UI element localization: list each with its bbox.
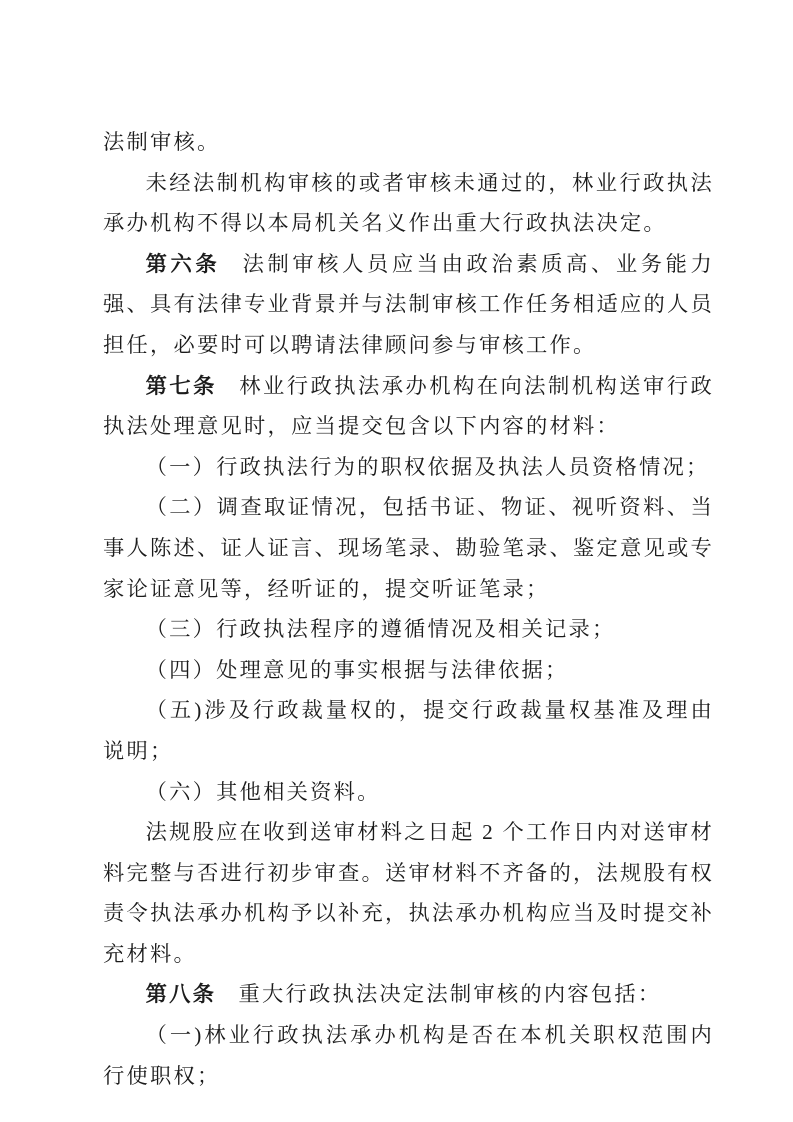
article-number: 第六条 [145, 251, 221, 276]
paragraph-text: 重大行政执法决定法制审核的内容包括： [238, 982, 662, 1007]
paragraph-text: 法制审核人员应当由政治素质高、业务能力强、具有法律专业背景并与法制审核工作任务相适应的人员担任，必要时可以聘请法律顾问参与审核工作。 [103, 251, 714, 357]
paragraph-text: 法制审核。 [103, 130, 221, 154]
paragraph-continuation [103, 122, 714, 163]
paragraph-item-1 [103, 447, 714, 488]
paragraph-article-7 [103, 366, 714, 447]
article-number: 第八条 [145, 982, 217, 1007]
paragraph-article-6 [103, 244, 714, 366]
document-body [103, 122, 714, 1096]
paragraph [103, 163, 714, 244]
paragraph [103, 812, 714, 974]
paragraph-item-2 [103, 487, 714, 609]
paragraph-text: （四）处理意见的事实根据与法律依据； [145, 657, 569, 682]
paragraph-text: 林业行政执法承办机构在向法制机构送审行政执法处理意见时，应当提交包含以下内容的材料： [103, 373, 714, 439]
paragraph-item-3 [103, 609, 714, 650]
paragraph-text: （五)涉及行政裁量权的，提交行政裁量权基准及理由说明； [103, 698, 714, 763]
paragraph-item-6 [103, 772, 714, 813]
paragraph-item-5 [103, 690, 714, 771]
paragraph-item-1-article-8 [103, 1015, 714, 1096]
paragraph-text: 未经法制机构审核的或者审核未通过的，林业行政执法承办机构不得以本局机关名义作出重大行政执法决定。 [103, 170, 714, 236]
paragraph-text: （三）行政执法程序的遵循情况及相关记录； [145, 617, 616, 642]
paragraph-text: （一）行政执法行为的职权依据及执法人员资格情况； [145, 454, 710, 479]
paragraph-text: （二）调查取证情况，包括书证、物证、视听资料、当事人陈述、证人证言、现场笔录、勘验笔录、鉴定意见或专家论证意见等，经听证的，提交听证笔录； [103, 495, 714, 601]
paragraph-text: 法规股应在收到送审材料之日起 2 个工作日内对送审材料完整与否进行初步审查。送审材料不齐备的，法规股有权责令执法承办机构予以补充，执法承办机构应当及时提交补充材料。 [103, 820, 714, 966]
paragraph-text: （六）其他相关资料。 [145, 779, 381, 804]
paragraph-article-8 [103, 974, 714, 1015]
paragraph-text: （一)林业行政执法承办机构是否在本机关职权范围内行使职权； [103, 1023, 714, 1088]
paragraph-item-4 [103, 650, 714, 691]
article-number: 第七条 [145, 373, 217, 398]
